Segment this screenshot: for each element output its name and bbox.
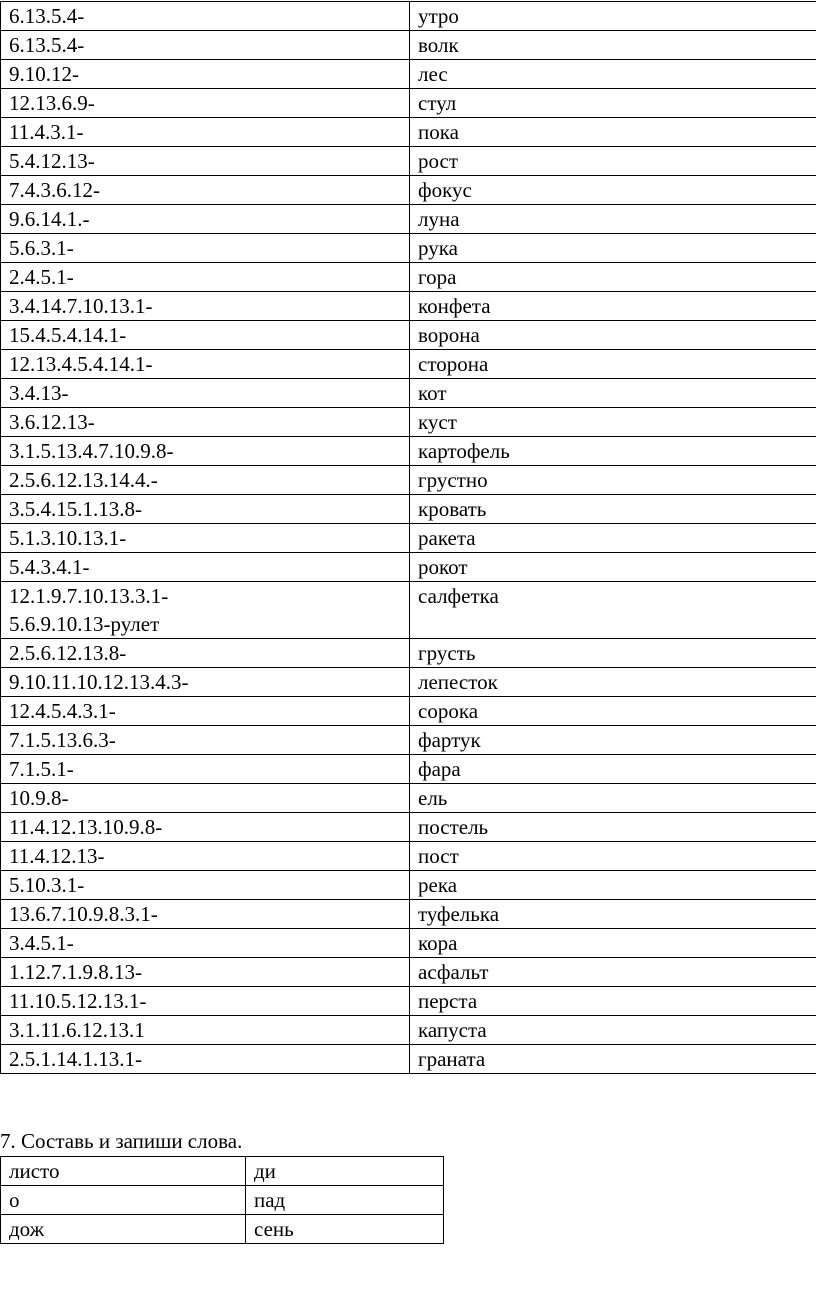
task-title: 7. Составь и запиши слова. bbox=[0, 1129, 243, 1153]
code-cell bbox=[1, 1045, 410, 1074]
word-cell: сорока bbox=[410, 697, 816, 726]
code-text: 9.10.11.10.12.13.4.3- bbox=[9, 670, 189, 694]
word-cell: пост bbox=[410, 842, 816, 871]
table-row bbox=[1, 118, 816, 147]
code-cell bbox=[1, 639, 410, 668]
table-row bbox=[1, 697, 816, 726]
table-row bbox=[1, 205, 816, 234]
code-cell bbox=[1, 697, 410, 726]
table-row bbox=[1, 842, 816, 871]
word-cell: волк bbox=[410, 31, 816, 60]
code-text: 1.12.7.1.9.8.13- bbox=[9, 960, 142, 984]
code-text: 11.4.12.13- bbox=[9, 844, 105, 868]
word-cell: грустно bbox=[410, 466, 816, 495]
code-text: 5.10.3.1- bbox=[9, 873, 85, 897]
code-cell bbox=[1, 755, 410, 784]
code-cell bbox=[1, 871, 410, 900]
code-cell bbox=[1, 408, 410, 437]
code-cell bbox=[1, 668, 410, 697]
table-row bbox=[1, 466, 816, 495]
table-row bbox=[1, 176, 816, 205]
code-cell bbox=[1, 31, 410, 60]
table-row bbox=[1, 408, 816, 437]
code-text: 3.1.5.13.4.7.10.9.8- bbox=[9, 439, 174, 463]
word-cell: фокус bbox=[410, 176, 816, 205]
code-cell bbox=[1, 147, 410, 176]
table-row bbox=[1, 379, 816, 408]
table-row bbox=[1, 813, 816, 842]
table-row bbox=[1, 350, 816, 379]
code-text: 5.1.3.10.13.1- bbox=[9, 526, 127, 550]
code-text: 2.5.6.12.13.8- bbox=[9, 641, 127, 665]
code-cell bbox=[1, 726, 410, 755]
word-cell: сторона bbox=[410, 350, 816, 379]
code-cell bbox=[1, 263, 410, 292]
syllable-right-cell: сень bbox=[246, 1215, 444, 1244]
word-cell: луна bbox=[410, 205, 816, 234]
code-text: 10.9.8- bbox=[9, 786, 69, 810]
table-row bbox=[1, 1016, 816, 1045]
word-cell: туфелька bbox=[410, 900, 816, 929]
code-text: 5.6.3.1- bbox=[9, 236, 74, 260]
code-text: 6.13.5.4- bbox=[9, 4, 85, 28]
syllable-table-body bbox=[1, 1157, 444, 1244]
code-cell bbox=[1, 292, 410, 321]
code-text: 12.13.4.5.4.14.1- bbox=[9, 352, 153, 376]
word-cell: рука bbox=[410, 234, 816, 263]
code-text: 11.4.12.13.10.9.8- bbox=[9, 815, 163, 839]
code-text: 12.1.9.7.10.13.3.1- bbox=[9, 584, 169, 608]
table-row bbox=[1, 89, 816, 118]
table-row bbox=[1, 929, 816, 958]
word-cell: лепесток bbox=[410, 668, 816, 697]
word-cell: лес bbox=[410, 60, 816, 89]
table-row bbox=[1, 234, 816, 263]
word-cell: перста bbox=[410, 987, 816, 1016]
word-cell: кот bbox=[410, 379, 816, 408]
word-cell: гора bbox=[410, 263, 816, 292]
table-row bbox=[1, 900, 816, 929]
code-cell bbox=[1, 205, 410, 234]
code-cell bbox=[1, 466, 410, 495]
code-text: 3.4.14.7.10.13.1- bbox=[9, 294, 153, 318]
code-text: 7.1.5.1- bbox=[9, 757, 74, 781]
code-text: 2.4.5.1- bbox=[9, 265, 74, 289]
table-row bbox=[1, 726, 816, 755]
table-row bbox=[1, 292, 816, 321]
word-cell: конфета bbox=[410, 292, 816, 321]
code-cell bbox=[1, 495, 410, 524]
table-row bbox=[1, 495, 816, 524]
code-cell bbox=[1, 118, 410, 147]
code-cell bbox=[1, 437, 410, 466]
table-row bbox=[1, 668, 816, 697]
table-row bbox=[1, 553, 816, 582]
code-text: 7.4.3.6.12- bbox=[9, 178, 100, 202]
code-cell bbox=[1, 813, 410, 842]
code-text: 5.6.9.10.13-рулет bbox=[9, 612, 160, 636]
word-cell: граната bbox=[410, 1045, 816, 1074]
code-cell bbox=[1, 379, 410, 408]
syllable-left-cell: о bbox=[1, 1186, 246, 1215]
syllable-right-cell: пад bbox=[246, 1186, 444, 1215]
table-row bbox=[1, 784, 816, 813]
word-cell: кора bbox=[410, 929, 816, 958]
code-text: 11.4.3.1- bbox=[9, 120, 84, 144]
word-cell: река bbox=[410, 871, 816, 900]
code-text: 12.13.6.9- bbox=[9, 91, 95, 115]
syllable-right-cell: ди bbox=[246, 1157, 444, 1186]
word-cell: капуста bbox=[410, 1016, 816, 1045]
table-row bbox=[1, 31, 816, 60]
table-row bbox=[1, 582, 816, 639]
code-text: 5.4.12.13- bbox=[9, 149, 95, 173]
word-cell: картофель bbox=[410, 437, 816, 466]
code-cell bbox=[1, 958, 410, 987]
code-text: 11.10.5.12.13.1- bbox=[9, 989, 147, 1013]
table-row bbox=[1, 60, 816, 89]
code-text: 3.4.13- bbox=[9, 381, 69, 405]
code-cell bbox=[1, 524, 410, 553]
word-cell: салфетка bbox=[410, 582, 816, 639]
code-cell bbox=[1, 1016, 410, 1045]
word-cell: ракета bbox=[410, 524, 816, 553]
code-cell bbox=[1, 60, 410, 89]
word-cell: фартук bbox=[410, 726, 816, 755]
code-text: 12.4.5.4.3.1- bbox=[9, 699, 116, 723]
table-row bbox=[1, 871, 816, 900]
table-row bbox=[1, 437, 816, 466]
word-cell: стул bbox=[410, 89, 816, 118]
code-cell bbox=[1, 350, 410, 379]
code-cell bbox=[1, 89, 410, 118]
word-cell: ворона bbox=[410, 321, 816, 350]
code-text: 2.5.1.14.1.13.1- bbox=[9, 1047, 142, 1071]
word-cell: кровать bbox=[410, 495, 816, 524]
word-cell: постель bbox=[410, 813, 816, 842]
table-row bbox=[1, 263, 816, 292]
code-cell bbox=[1, 582, 410, 639]
table-row bbox=[1, 2, 816, 31]
code-text: 2.5.6.12.13.14.4.- bbox=[9, 468, 158, 492]
word-cell: фара bbox=[410, 755, 816, 784]
word-cell: пока bbox=[410, 118, 816, 147]
code-word-table-body bbox=[1, 2, 816, 1074]
table-row bbox=[1, 147, 816, 176]
table-row bbox=[1, 958, 816, 987]
code-cell bbox=[1, 234, 410, 263]
code-cell bbox=[1, 176, 410, 205]
code-text: 3.6.12.13- bbox=[9, 410, 95, 434]
code-text: 5.4.3.4.1- bbox=[9, 555, 90, 579]
word-cell: утро bbox=[410, 2, 816, 31]
table-row bbox=[1, 1157, 444, 1186]
code-cell bbox=[1, 987, 410, 1016]
code-text: 9.10.12- bbox=[9, 62, 79, 86]
syllable-table bbox=[0, 1156, 444, 1244]
word-cell: рокот bbox=[410, 553, 816, 582]
code-text: 3.4.5.1- bbox=[9, 931, 74, 955]
table-row bbox=[1, 1045, 816, 1074]
code-text: 6.13.5.4- bbox=[9, 33, 85, 57]
code-cell bbox=[1, 2, 410, 31]
code-text: 3.5.4.15.1.13.8- bbox=[9, 497, 142, 521]
word-cell: рост bbox=[410, 147, 816, 176]
code-cell bbox=[1, 784, 410, 813]
code-cell bbox=[1, 321, 410, 350]
table-row bbox=[1, 524, 816, 553]
table-row bbox=[1, 755, 816, 784]
code-word-table bbox=[0, 1, 816, 1074]
table-row bbox=[1, 1186, 444, 1215]
code-cell bbox=[1, 900, 410, 929]
table-row bbox=[1, 321, 816, 350]
code-cell bbox=[1, 842, 410, 871]
word-cell: грусть bbox=[410, 639, 816, 668]
table-row bbox=[1, 1215, 444, 1244]
syllable-left-cell: дож bbox=[1, 1215, 246, 1244]
code-cell bbox=[1, 553, 410, 582]
word-cell: асфальт bbox=[410, 958, 816, 987]
table-row bbox=[1, 639, 816, 668]
word-cell: куст bbox=[410, 408, 816, 437]
code-text: 3.1.11.6.12.13.1 bbox=[9, 1018, 145, 1042]
code-text: 7.1.5.13.6.3- bbox=[9, 728, 116, 752]
code-cell bbox=[1, 929, 410, 958]
table-row bbox=[1, 987, 816, 1016]
syllable-left-cell: листо bbox=[1, 1157, 246, 1186]
word-cell: ель bbox=[410, 784, 816, 813]
code-text: 9.6.14.1.- bbox=[9, 207, 90, 231]
code-text: 13.6.7.10.9.8.3.1- bbox=[9, 902, 158, 926]
code-text: 15.4.5.4.14.1- bbox=[9, 323, 127, 347]
